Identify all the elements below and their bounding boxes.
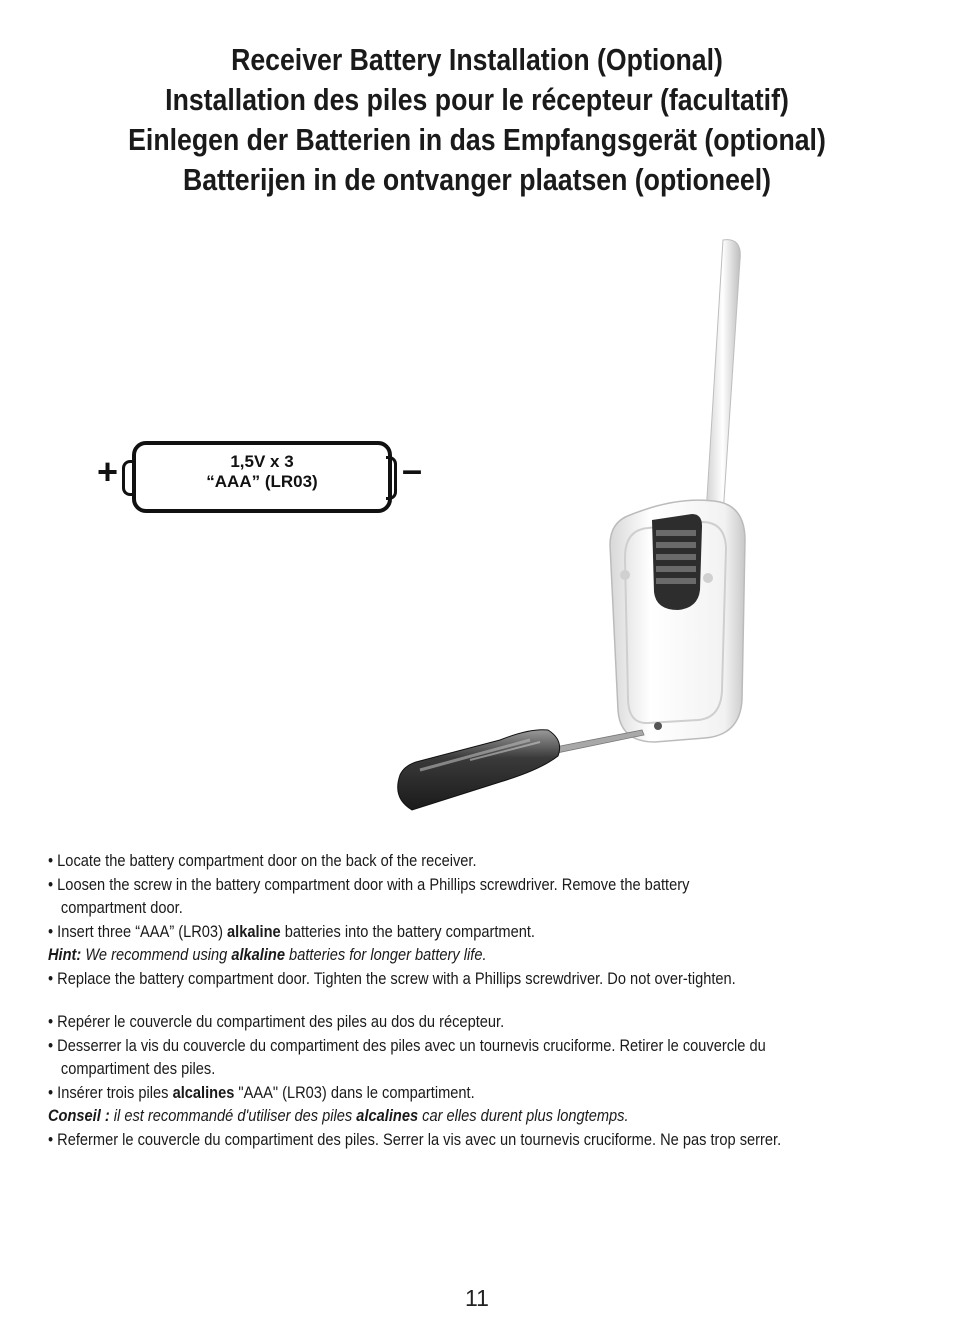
- screw: [654, 722, 662, 730]
- page-number: 11: [465, 1285, 489, 1311]
- english-bullet-1: • Locate the battery compartment door on the back of the receiver.: [48, 851, 477, 870]
- battery-type-label: “AAA” (LR03): [206, 472, 318, 491]
- instructions-french: [48, 1010, 908, 1151]
- french-bullet-1: • Repérer le couvercle du compartiment des piles au dos du récepteur.: [48, 1012, 505, 1031]
- french-hint: [48, 1104, 788, 1128]
- english-bullet-3: [48, 920, 788, 944]
- french-bullet-3-post: "AAA" (LR03) dans le compartiment.: [234, 1082, 475, 1102]
- french-bullet-3-bold: alcalines: [172, 1082, 235, 1102]
- english-bullet-2: • Loosen the screw in the battery compartment door with a Phillips screwdriver. Remove the battery: [48, 874, 690, 894]
- french-hint-post: car elles durent plus longtemps.: [418, 1106, 629, 1125]
- french-bullet-3-pre: • Insérer trois piles: [48, 1082, 173, 1102]
- battery-label: [132, 452, 392, 492]
- english-hint-bold: alkaline: [231, 945, 285, 964]
- english-hint-label: Hint:: [48, 945, 82, 964]
- french-bullet-3: [48, 1081, 788, 1105]
- english-bullet-2-cont: compartment door.: [60, 898, 183, 917]
- french-bullet-2-cont: compartiment des piles.: [60, 1059, 216, 1078]
- title-dutch: Batterijen in de ontvanger plaatsen (optioneel): [182, 162, 772, 197]
- belt-clip: [652, 514, 702, 610]
- page-titles: [0, 40, 954, 200]
- french-hint-label: Conseil :: [48, 1106, 110, 1125]
- title-french: Installation des piles pour le récepteur (facultatif): [165, 82, 789, 117]
- instructions-english: [48, 849, 908, 990]
- english-bullet-3-bold: alkaline: [227, 921, 281, 941]
- receiver-screwdriver-illustration: [380, 230, 780, 830]
- english-bullet-4: • Replace the battery compartment door. Tighten the screw with a Phillips screwdriver. Do not over-tighten.: [48, 968, 736, 988]
- instructions: [48, 849, 908, 1171]
- english-bullet-3-post: batteries into the battery compartment.: [280, 921, 536, 941]
- battery-plus-sign: +: [97, 451, 119, 492]
- battery-voltage-label: 1,5V x 3: [230, 452, 294, 471]
- english-bullet-3-pre: • Insert three “AAA” (LR03): [48, 921, 228, 941]
- english-hint: [48, 943, 788, 967]
- french-hint-bold: alcalines: [356, 1106, 419, 1125]
- french-bullet-2: • Desserrer la vis du couvercle du compartiment des piles avec un tournevis cruciforme. Retirer le couvercle du: [48, 1035, 766, 1055]
- french-bullet-4: • Refermer le couvercle du compartiment des piles. Serrer la vis avec un tournevis cruciforme. Ne pas trop serrer.: [48, 1129, 782, 1149]
- english-hint-post: batteries for longer battery life.: [284, 945, 487, 964]
- french-hint-pre: il est recommandé d'utiliser des piles: [109, 1106, 357, 1125]
- battery-minus-sign: –: [402, 449, 423, 490]
- screwdriver-shaft: [550, 730, 644, 754]
- title-english: Receiver Battery Installation (Optional): [231, 42, 723, 77]
- battery-icon: [97, 440, 427, 512]
- antenna: [705, 240, 740, 530]
- title-german: Einlegen der Batterien in das Empfangsgerät (optional): [128, 122, 826, 157]
- english-hint-pre: We recommend using: [81, 945, 232, 964]
